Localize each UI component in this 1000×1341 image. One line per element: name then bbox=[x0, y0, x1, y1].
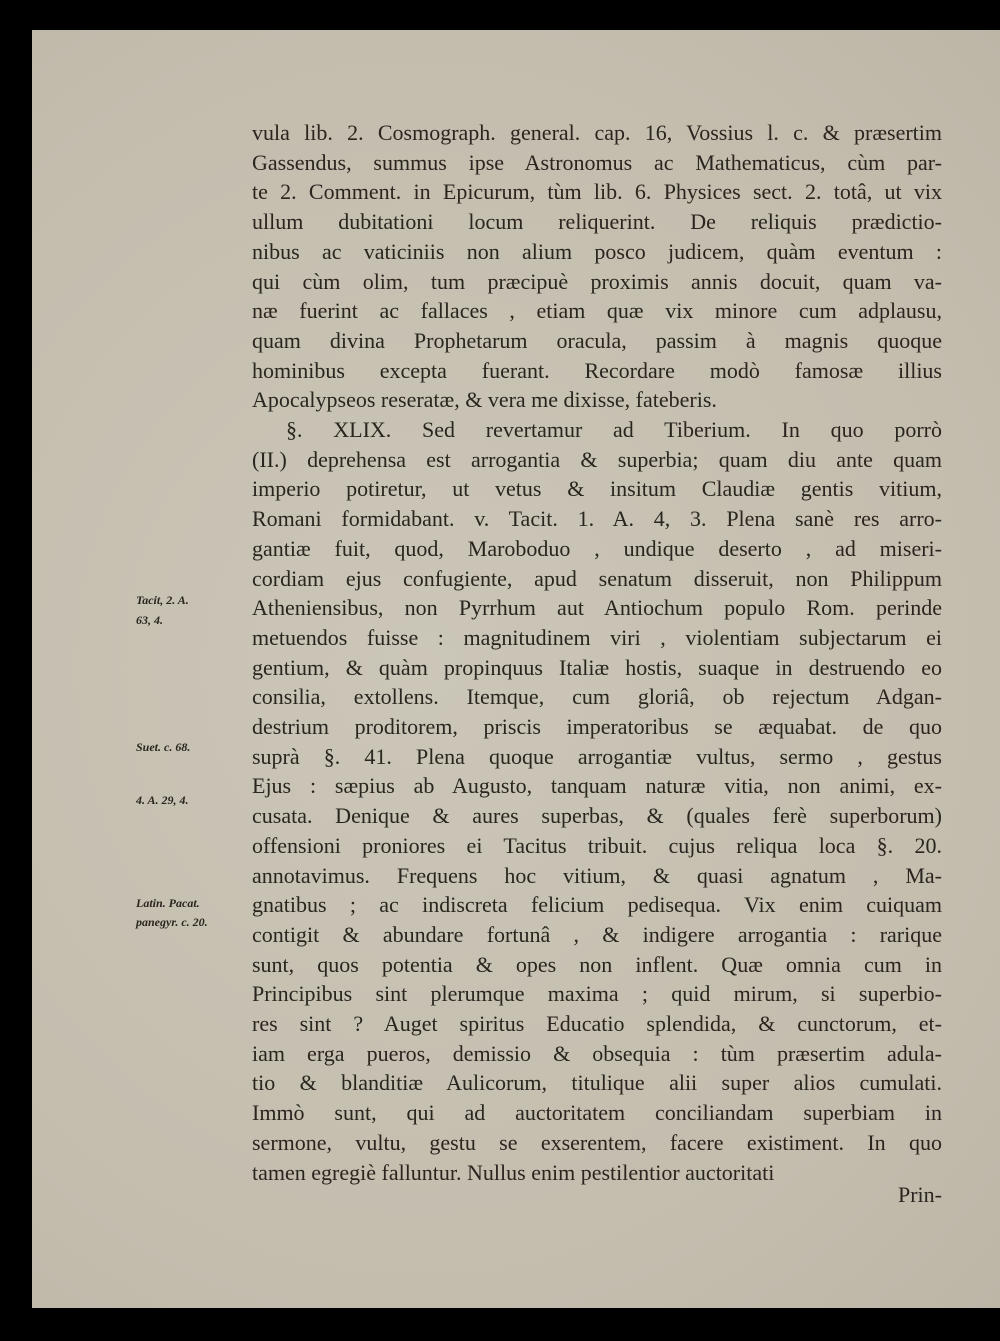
text-line: destrium proditorem, priscis imperatoribus se æquabat. de quo bbox=[252, 714, 942, 739]
text-line: tio & blanditiæ Aulicorum, titulique alii super alios cumulati. bbox=[252, 1070, 942, 1095]
text-line: Immò sunt, qui ad auctoritatem conciliandam superbiam in bbox=[252, 1100, 942, 1125]
text-line: gentium, & quàm propinquus Italiæ hostis, suaque in destruendo eo bbox=[252, 655, 942, 680]
margin-note-pacat: Latin. Pacat. bbox=[136, 896, 200, 910]
text-line: cusata. Denique & aures superbas, & (quales ferè superborum) bbox=[252, 803, 942, 828]
text-line: Romani formidabant. v. Tacit. 1. A. 4, 3. Plena sanè res arro- bbox=[252, 506, 942, 531]
text-line: cordiam ejus confugiente, apud senatum disseruit, non Philippum bbox=[252, 566, 942, 591]
text-line: qui cùm olim, tum præcipuè proximis annis docuit, quam va- bbox=[252, 269, 942, 294]
text-line: iam erga pueros, demissio & obsequia : tùm præsertim adula- bbox=[252, 1041, 942, 1066]
text-line: offensioni proniores ei Tacitus tribuit. cujus reliqua loca §. 20. bbox=[252, 833, 942, 858]
text-line: Gassendus, summus ipse Astronomus ac Mathematicus, cùm par- bbox=[252, 150, 942, 175]
book-page bbox=[32, 30, 1000, 1308]
margin-note-suet: Suet. c. 68. bbox=[136, 740, 191, 754]
text-line: tamen egregiè falluntur. Nullus enim pestilentior auctoritati bbox=[252, 1160, 775, 1185]
text-line: te 2. Comment. in Epicurum, tùm lib. 6. Physices sect. 2. totâ, ut vix bbox=[252, 179, 942, 204]
text-line: Apocalypseos reseratæ, & vera me dixisse, fateberis. bbox=[252, 387, 717, 412]
text-line: gantiæ fuit, quod, Maroboduo , undique deserto , ad miseri- bbox=[252, 536, 942, 561]
margin-note-annales: 4. A. 29, 4. bbox=[136, 793, 189, 807]
text-line: nibus ac vaticiniis non alium posco judicem, quàm eventum : bbox=[252, 239, 942, 264]
text-line: quam divina Prophetarum oracula, passim à magnis quoque bbox=[252, 328, 942, 353]
text-line: Ejus : sæpius ab Augusto, tanquam naturæ vitia, non animi, ex- bbox=[252, 773, 942, 798]
text-line: annotavimus. Frequens hoc vitium, & quasi agnatum , Ma- bbox=[252, 863, 942, 888]
text-line: Atheniensibus, non Pyrrhum aut Antiochum populo Rom. perinde bbox=[252, 595, 942, 620]
margin-note-tacit-ref: 63, 4. bbox=[136, 613, 163, 627]
margin-note-panegyr: panegyr. c. 20. bbox=[136, 915, 208, 929]
text-line: imperio potiretur, ut vetus & insitum Claudiæ gentis vitium, bbox=[252, 476, 942, 501]
catchword: Prin- bbox=[898, 1182, 942, 1207]
text-line: contigit & abundare fortunâ , & indigere arrogantia : rarique bbox=[252, 922, 942, 947]
text-line: suprà §. 41. Plena quoque arrogantiæ vultus, sermo , gestus bbox=[252, 744, 942, 769]
text-line: Principibus sint plerumque maxima ; quid mirum, si superbio- bbox=[252, 981, 942, 1006]
text-line: næ fuerint ac fallaces , etiam quæ vix minore cum adplausu, bbox=[252, 298, 942, 323]
text-line: hominibus excepta fuerant. Recordare modò famosæ illius bbox=[252, 358, 942, 383]
text-line: metuendos fuisse : magnitudinem viri , violentiam subjectarum ei bbox=[252, 625, 942, 650]
text-line: vula lib. 2. Cosmograph. general. cap. 16, Vossius l. c. & præsertim bbox=[252, 120, 942, 145]
text-line: sermone, vultu, gestu se exserentem, facere existiment. In quo bbox=[252, 1130, 942, 1155]
text-line: consilia, extollens. Itemque, cum gloriâ, ob rejectum Adgan- bbox=[252, 684, 942, 709]
text-line: (II.) deprehensa est arrogantia & superbia; quam diu ante quam bbox=[252, 447, 942, 472]
text-line: gnatibus ; ac indiscreta felicium pedisequa. Vix enim cuiquam bbox=[252, 892, 942, 917]
margin-note-tacit: Tacit, 2. A. bbox=[136, 593, 189, 607]
text-line: res sint ? Auget spiritus Educatio splendida, & cunctorum, et- bbox=[252, 1011, 942, 1036]
text-line: sunt, quos potentia & opes non inflent. Quæ omnia cum in bbox=[252, 952, 942, 977]
text-line: ullum dubitationi locum reliquerint. De reliquis prædictio- bbox=[252, 209, 942, 234]
text-line: §. XLIX. Sed revertamur ad Tiberium. In quo porrò bbox=[286, 417, 942, 442]
